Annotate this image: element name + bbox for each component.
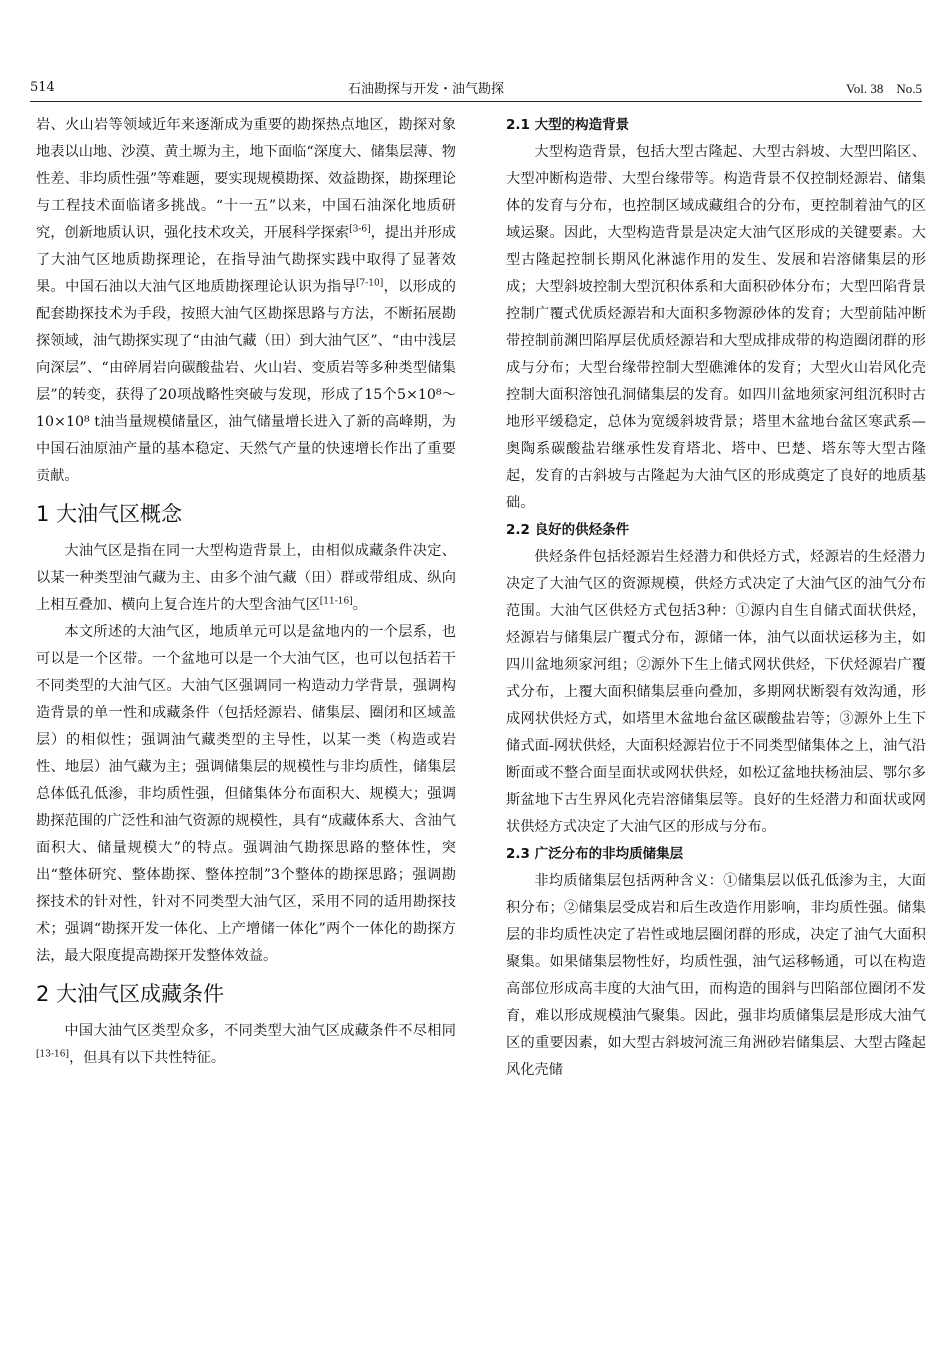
page-number: 514 — [30, 79, 55, 95]
citation: [13-16] — [36, 1049, 69, 1060]
left-column — [36, 112, 456, 1072]
right-column — [506, 112, 926, 1084]
citation: [7-10] — [356, 278, 384, 289]
volume-issue: Vol. 38 No.5 — [846, 80, 922, 96]
paragraph-definition: 大油气区是指在同一大型构造背景上，由相似成藏条件决定、以某一种类型油气藏为主、由多个油气藏（田）群或带组成、纵向上相互叠加、横向上复合连片的大型含油气区[11-16]。 — [36, 543, 456, 613]
citation: [11-16] — [319, 596, 353, 607]
subsection-heading-2-2: 2.2 良好的供烃条件 — [506, 522, 630, 538]
paragraph-reservoir: 非均质储集层包括两种含义：①储集层以低孔低渗为主，大面积分布；②储集层受成岩和后生改造作用影响，非均质性强。储集层的非均质性决定了岩性或地层圈闭群的形成，决定了油气大面积聚集。如果储集层物性好，均质性强，油气运移畅通，可以在构造高部位形成高丰度的大油气田，而构造的围斜与凹陷部位圈闭不发育，难以形成规模油气聚集。因此，强非均质储集层是形成大油气区的重要因素，如大型古斜坡河流三角洲砂岩储集层、大型古隆起风化壳储 — [506, 873, 926, 1078]
paragraph-tectonic-background: 大型构造背景，包括大型古隆起、大型古斜坡、大型凹陷区、大型冲断构造带、大型台缘带等。构造背景不仅控制烃源岩、储集体的发育与分布，也控制区域成藏组合的分布，更控制着油气的区域运聚。因此，大型构造背景是决定大油气区形成的关键要素。大型古隆起控制长期风化淋滤作用的发生、发展和岩溶储集层的形成；大型斜坡控制大型沉积体系和大面积砂体分布；大型凹陷背景控制广覆式优质烃源岩和大面积多物源砂体的发育；大型前陆冲断带控制前渊凹陷厚层优质烃源岩和大型成排成带的构造圈闭群的形成与分布；大型台缘带控制大型礁滩体的发育；大型火山岩风化壳控制大面积溶蚀孔洞储集层的发育。如四川盆地须家河组沉积时古地形平缓稳定，总体为宽缓斜坡背景；塔里木盆地台盆区寒武系—奥陶系碳酸盐岩继承性发育塔北、塔中、巴楚、塔东等大型古隆起，发育的古斜坡与古隆起为大油气区的形成奠定了良好的地质基础。 — [506, 144, 926, 511]
paragraph-concept: 本文所述的大油气区，地质单元可以是盆地内的一个层系，也可以是一个区带。一个盆地可以是一个大油气区，也可以包括若干不同类型的大油气区。大油气区强调同一构造动力学背景，强调构造背景的单一性和成藏条件（包括烃源岩、储集层、圈闭和区域盖层）的相似性；强调油气藏类型的主导性，以某一类（构造或岩性、地层）油气藏为主；强调储集层的规模性与非均质性，储集层总体低孔低渗，非均质性强，但储集体分布面积大、规模大；强调勘探范围的广泛性和油气资源的规模性，具有“成藏体系大、含油气面积大、储量规模大”的特点。强调油气勘探思路的整体性，突出“整体研究、整体勘探、整体控制”3个整体的勘探思路；强调勘探技术的针对性，针对不同类型大油气区，采用不同的适用勘探技术；强调“勘探开发一体化、上产增储一体化”两个一体化的勘探方法，最大限度提高勘探开发整体效益。 — [36, 624, 456, 964]
section-heading-1: 1 大油气区概念 — [36, 502, 183, 526]
citation: [3-6] — [349, 224, 371, 235]
section-heading-2: 2 大油气区成藏条件 — [36, 982, 225, 1006]
subsection-heading-2-1: 2.1 大型的构造背景 — [506, 117, 630, 133]
intro-paragraph: 岩、火山岩等领域近年来逐渐成为重要的勘探热点地区，勘探对象地表以山地、沙漠、黄土塬为主，地下面临“深度大、储集层薄、物性差、非均质性强”等难题，要实现规模勘探、效益勘探，勘探理论与工程技术面临诸多挑战。“十一五”以来，中国石油深化地质研究，创新地质认识，强化技术攻关，开展科学探索[3-6]，提出并形成了大油气区地质勘探理论，在指导油气勘探实践中取得了显著效果。中国石油以大油气区地质勘探理论认识为指导[7-10]，以形成的配套勘探技术为手段，按照大油气区勘探思路与方法，不断拓展勘探领域，油气勘探实现了“由油气藏（田）到大油气区”、“由中浅层向深层”、“由碎屑岩向碳酸盐岩、火山岩、变质岩等多种类型储集层”的转变，获得了20项战略性突破与发现，形成了15个5×10⁸～10×10⁸ t油当量规模储量区，油气储量增长进入了新的高峰期，为中国石油原油产量的基本稳定、天然气产量的快速增长作出了重要贡献。 — [36, 117, 456, 484]
paragraph-conditions-intro: 中国大油气区类型众多，不同类型大油气区成藏条件不尽相同[13-16]，但具有以下共性特征。 — [36, 1023, 456, 1066]
paragraph-hydrocarbon-supply: 供烃条件包括烃源岩生烃潜力和供烃方式，烃源岩的生烃潜力决定了大油气区的资源规模，供烃方式决定了大油气区的油气分布范围。大油气区供烃方式包括3种：①源内自生自储式面状供烃，烃源岩与储集层广覆式分布，源储一体，油气以面状运移为主，如四川盆地须家河组；②源外下生上储式网状供烃，下伏烃源岩广覆式分布，上覆大面积储集层垂向叠加，多期网状断裂有效沟通，形成网状供烃方式，如塔里木盆地台盆区碳酸盐岩等；③源外上生下储式面-网状供烃，大面积烃源岩位于不同类型储集体之上，油气沿断面或不整合面呈面状或网状供烃，如松辽盆地扶杨油层、鄂尔多斯盆地下古生界风化壳岩溶储集层等。良好的生烃潜力和面状或网状供烃方式决定了大油气区的形成与分布。 — [506, 549, 926, 835]
running-header — [30, 74, 922, 100]
header-rule — [30, 101, 922, 102]
subsection-heading-2-3: 2.3 广泛分布的非均质储集层 — [506, 846, 684, 862]
journal-title: 石油勘探与开发・油气勘探 — [347, 81, 504, 97]
